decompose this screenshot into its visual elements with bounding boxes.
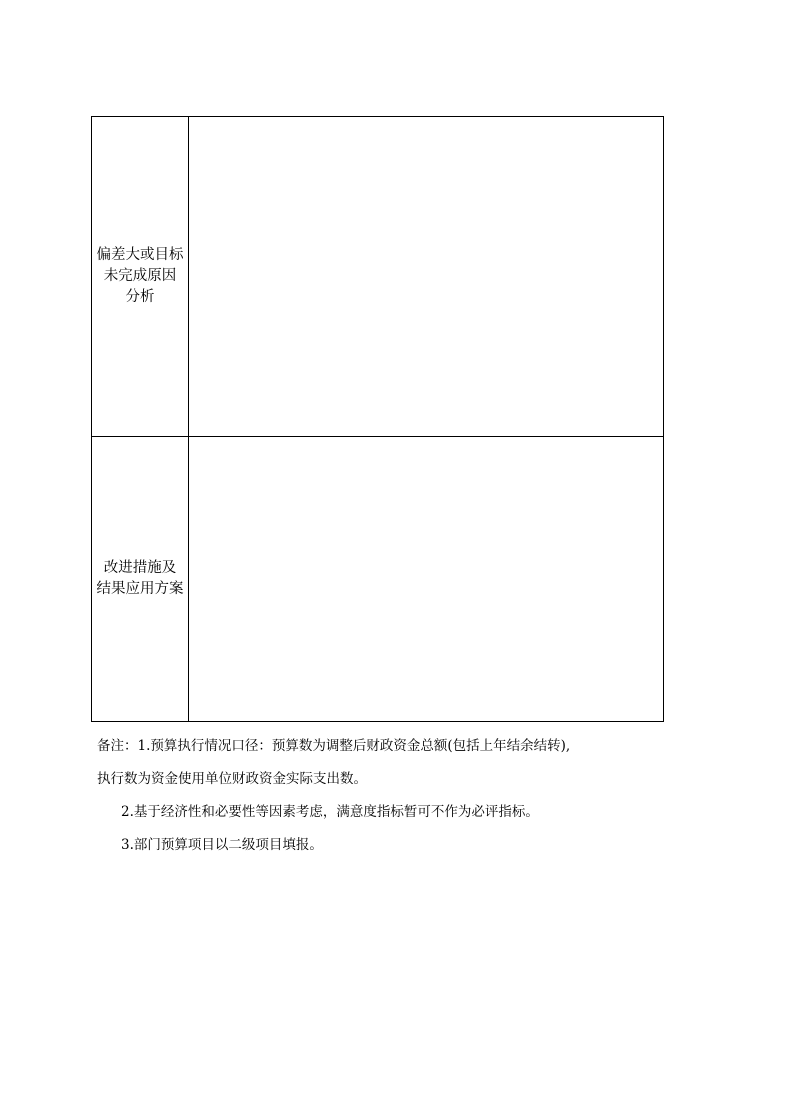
deviation-analysis-content[interactable] <box>189 117 664 437</box>
note-line-2: 2.基于经济性和必要性等因素考虑，满意度指标暂可不作为必评指标。 <box>121 804 539 820</box>
note-line-3: 3.部门预算项目以二级项目填报。 <box>121 837 323 853</box>
improvement-plan-content[interactable] <box>189 437 664 722</box>
notes-section <box>97 730 677 862</box>
note-line-1-continued: 执行数为资金使用单位财政资金实际支出数。 <box>97 771 367 787</box>
note-line-1: 备注：1.预算执行情况口径：预算数为调整后财政资金总额(包括上年结余结转), <box>97 738 571 754</box>
deviation-analysis-label: 偏差大或目标 未完成原因 分析 <box>92 117 189 437</box>
improvement-plan-label: 改进措施及 结果应用方案 <box>92 437 189 722</box>
table-row-deviation <box>92 117 664 437</box>
evaluation-form-table <box>91 116 664 722</box>
table-row-improvement <box>92 437 664 722</box>
